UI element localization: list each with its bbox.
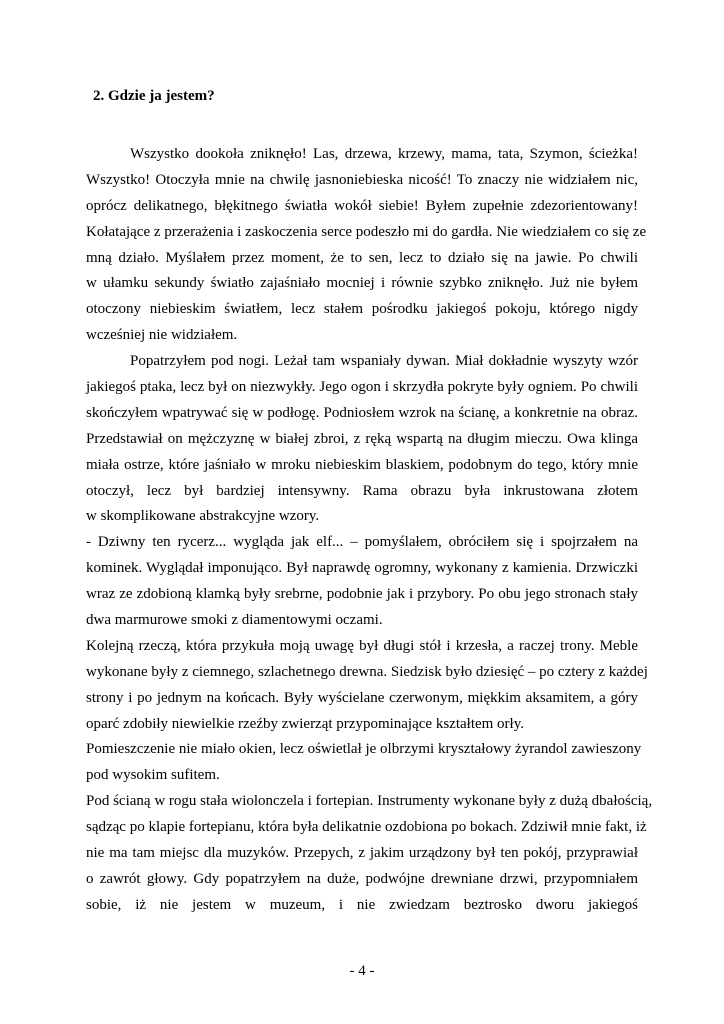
text-line: Wszystko! Otoczyła mnie na chwilę jasnoniebieska nicość! To znaczy nie widziałem nic, xyxy=(86,171,638,188)
text-line: Pomieszczenie nie miało okien, lecz oświetlał je olbrzymi kryształowy żyrandol zawieszony xyxy=(86,741,642,758)
text-line: wykonane były z ciemnego, szlachetnego drewna. Siedzisk było dziesięć – po cztery z każdej xyxy=(86,663,648,680)
text-line: sobie, iż nie jestem w muzeum, i nie zwiedzam beztrosko dworu jakiegoś xyxy=(86,896,638,913)
text-line: Wszystko dookoła zniknęło! Las, drzewa, krzewy, mama, tata, Szymon, ścieżka! xyxy=(130,146,638,162)
page-number: - 4 - xyxy=(349,963,375,979)
text-line: strony i po jednym na końcach. Były wyścielane czerwonym, miękkim aksamitem, a góry xyxy=(86,689,638,706)
text-line: Popatrzyłem pod nogi. Leżał tam wspaniały dywan. Miał dokładnie wyszyty wzór xyxy=(130,353,638,370)
text-line: w ułamku sekundy światło zajaśniało mocniej i równie szybko zniknęło. Już nie byłem xyxy=(86,275,638,292)
text-line: oparć zdobiły niewielkie rzeźby zwierząt przypominające kształtem orły. xyxy=(86,715,524,732)
text-line: o zawrót głowy. Gdy popatrzyłem na duże, podwójne drewniane drzwi, przypomniałem xyxy=(86,870,638,887)
text-line: otoczony niebieskim światłem, lecz stałem pośrodku jakiegoś pokoju, którego nigdy xyxy=(86,301,638,318)
text-line: oprócz delikatnego, błękitnego światła wokół siebie! Byłem zupełnie zdezorientowany! xyxy=(86,197,638,214)
text-line: w skomplikowane abstrakcyjne wzory. xyxy=(86,508,320,525)
text-line: Kołatające z przerażenia i zaskoczenia serce podeszło mi do gardła. Nie wiedziałem co się ze xyxy=(86,223,647,240)
text-line: Przedstawiał on mężczyznę w białej zbroi, z ręką wspartą na długim mieczu. Owa klinga xyxy=(86,430,638,447)
text-line: mną działo. Myślałem przez moment, że to sen, lecz to działo się na jawie. Po chwili xyxy=(86,249,638,266)
text-line: wraz ze zdobioną klamką były srebrne, podobnie jak i przybory. Po obu jego stronach stały xyxy=(86,586,638,603)
text-line: nie ma tam miejsc dla muzyków. Przepych, z jakim urządzony był ten pokój, przyprawiał xyxy=(86,845,638,862)
text-line: Pod ścianą w rogu stała wiolonczela i fortepian. Instrumenty wykonane były z dużą dbałością, xyxy=(86,793,653,810)
text-line: pod wysokim sufitem. xyxy=(86,767,220,784)
text-line: miała ostrze, które jaśniało w mroku niebieskim blaskiem, podobnym do tego, który mnie xyxy=(86,456,638,473)
text-line: Kolejną rzeczą, która przykuła moją uwagę był długi stół i krzesła, a raczej trony. Meble xyxy=(86,637,638,654)
body-text xyxy=(86,142,653,919)
text-line: - Dziwny ten rycerz... wygląda jak elf... – pomyślałem, obróciłem się i spojrzałem na xyxy=(86,534,638,551)
text-line: wcześniej nie widziałem. xyxy=(86,327,238,344)
text-line: dwa marmurowe smoki z diamentowymi oczami. xyxy=(86,612,383,629)
text-line: kominek. Wyglądał imponująco. Był naprawdę ogromny, wykonany z kamienia. Drzwiczki xyxy=(86,560,638,577)
text-line: jakiegoś ptaka, lecz był on niezwykły. Jego ogon i skrzydła pokryte były ogniem. Po chwili xyxy=(86,379,638,396)
text-line: skończyłem wpatrywać się w podłogę. Podniosłem wzrok na ścianę, a konkretnie na obraz. xyxy=(86,404,638,421)
text-line: sądząc po klapie fortepianu, która była delikatnie ozdobiona po bokach. Zdziwił mnie fakt, iż xyxy=(86,819,647,836)
text-line: otoczył, lecz był bardziej intensywny. Rama obrazu była inkrustowana złotem xyxy=(86,482,638,499)
chapter-heading: 2. Gdzie ja jestem? xyxy=(93,88,215,104)
